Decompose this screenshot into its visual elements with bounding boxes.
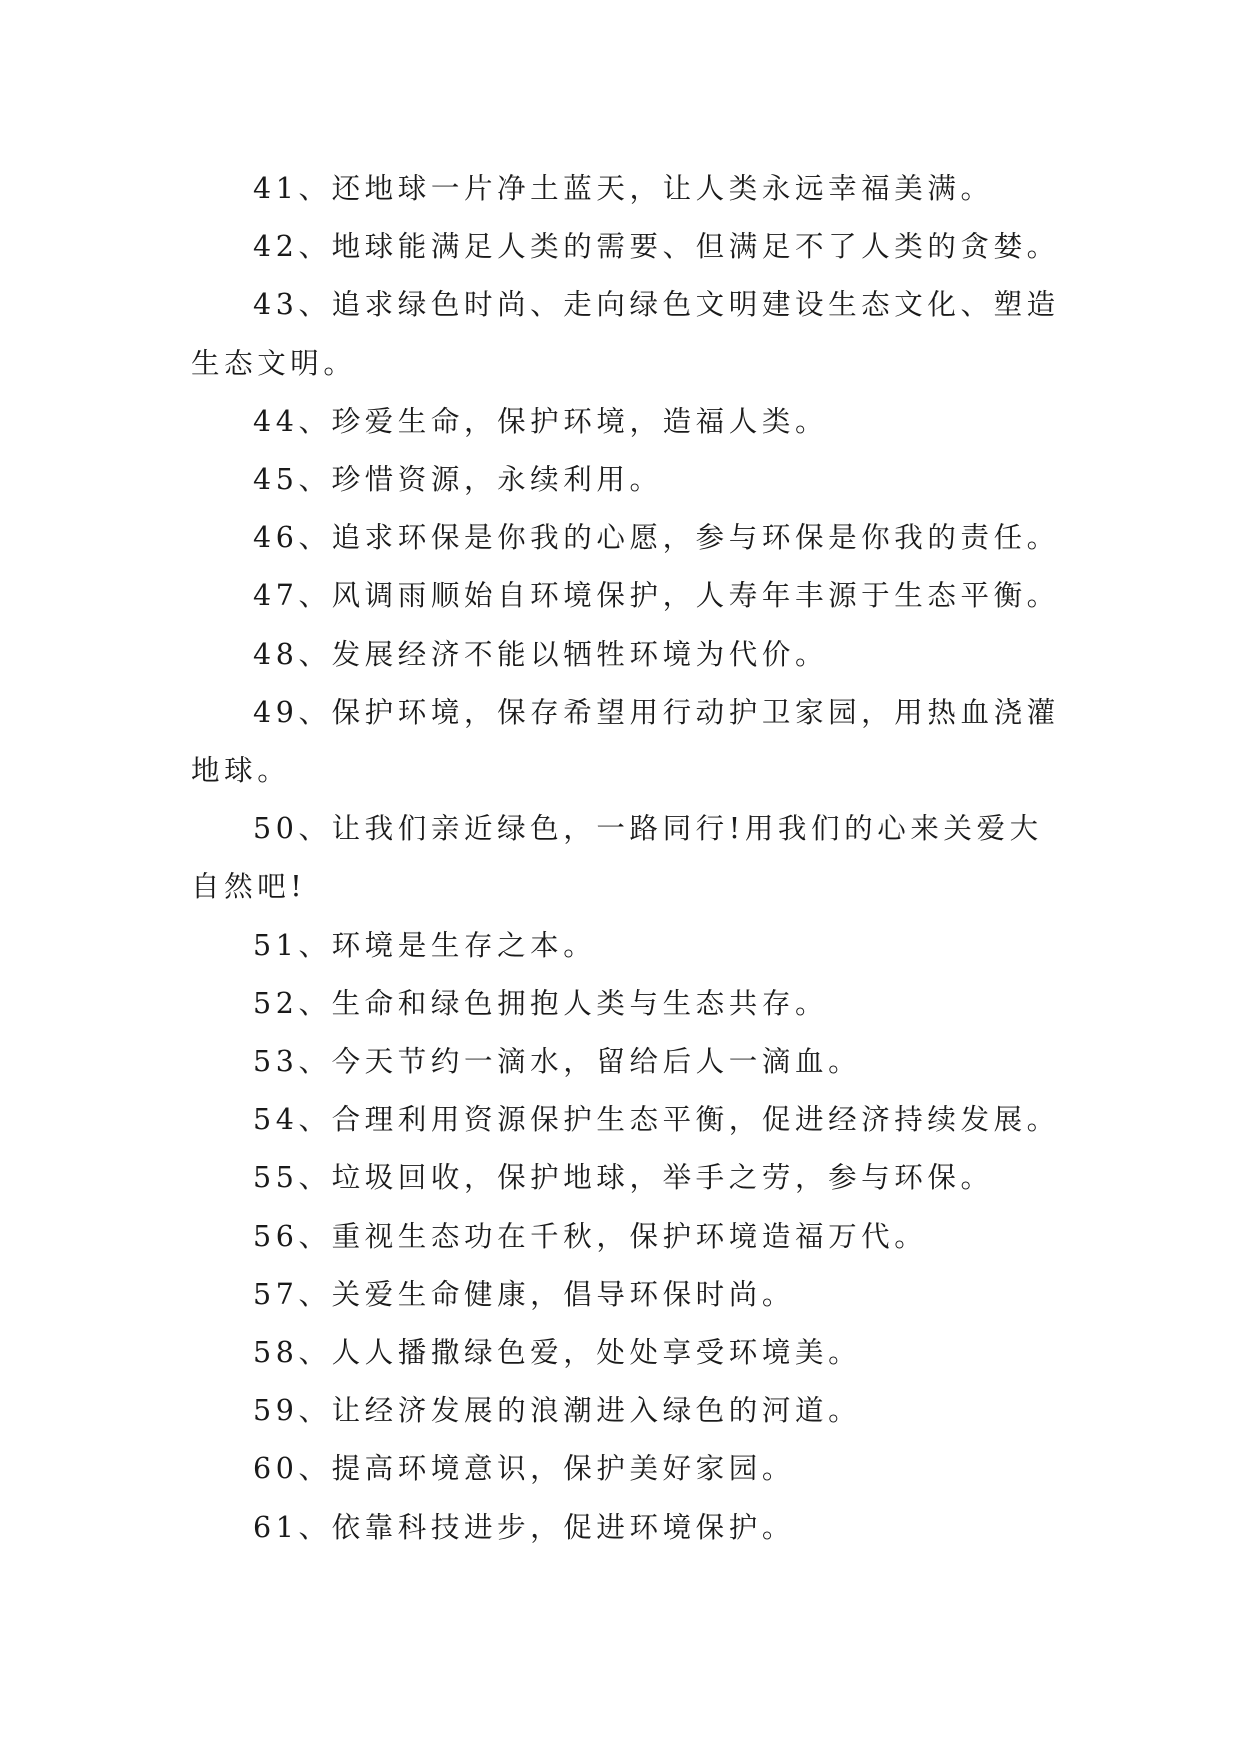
list-item: 55、垃圾回收，保护地球，举手之劳，参与环保。 [253, 1161, 994, 1195]
list-item: 60、提高环境意识，保护美好家园。 [253, 1452, 795, 1486]
list-item: 51、环境是生存之本。 [253, 928, 597, 962]
list-item: 43、追求绿色时尚、走向绿色文明建设生态文化、塑造生态文明。 [191, 288, 1060, 380]
list-item: 44、珍爱生命，保护环境，造福人类。 [253, 404, 829, 438]
list-item: 58、人人播撒绿色爱，处处享受环境美。 [253, 1336, 862, 1370]
list-item: 41、还地球一片净土蓝天，让人类永远幸福美满。 [253, 172, 994, 205]
list-item: 59、让经济发展的浪潮进入绿色的河道。 [253, 1394, 862, 1428]
list-item: 53、今天节约一滴水，留给后人一滴血。 [253, 1045, 862, 1079]
list-item: 48、发展经济不能以牺牲环境为代价。 [253, 637, 829, 671]
list-item: 49、保护环境，保存希望用行动护卫家园，用热血浇灌地球。 [191, 695, 1060, 788]
slogan-list [191, 160, 1071, 1557]
list-item: 50、让我们亲近绿色，一路同行!用我们的心来关爱大自然吧! [191, 812, 1043, 904]
list-item: 54、合理利用资源保护生态平衡，促进经济持续发展。 [253, 1103, 1060, 1137]
list-item: 52、生命和绿色拥抱人类与生态共存。 [253, 986, 829, 1020]
list-item: 45、珍惜资源，永续利用。 [253, 463, 663, 497]
list-item: 42、地球能满足人类的需要、但满足不了人类的贪婪。 [253, 230, 1060, 264]
list-item: 56、重视生态功在千秋，保护环境造福万代。 [253, 1219, 928, 1253]
list-item: 46、追求环保是你我的心愿，参与环保是你我的责任。 [253, 521, 1060, 555]
list-item: 47、风调雨顺始自环境保护，人寿年丰源于生态平衡。 [253, 579, 1060, 613]
list-item: 61、依靠科技进步，促进环境保护。 [253, 1510, 795, 1544]
list-item: 57、关爱生命健康，倡导环保时尚。 [253, 1277, 795, 1311]
